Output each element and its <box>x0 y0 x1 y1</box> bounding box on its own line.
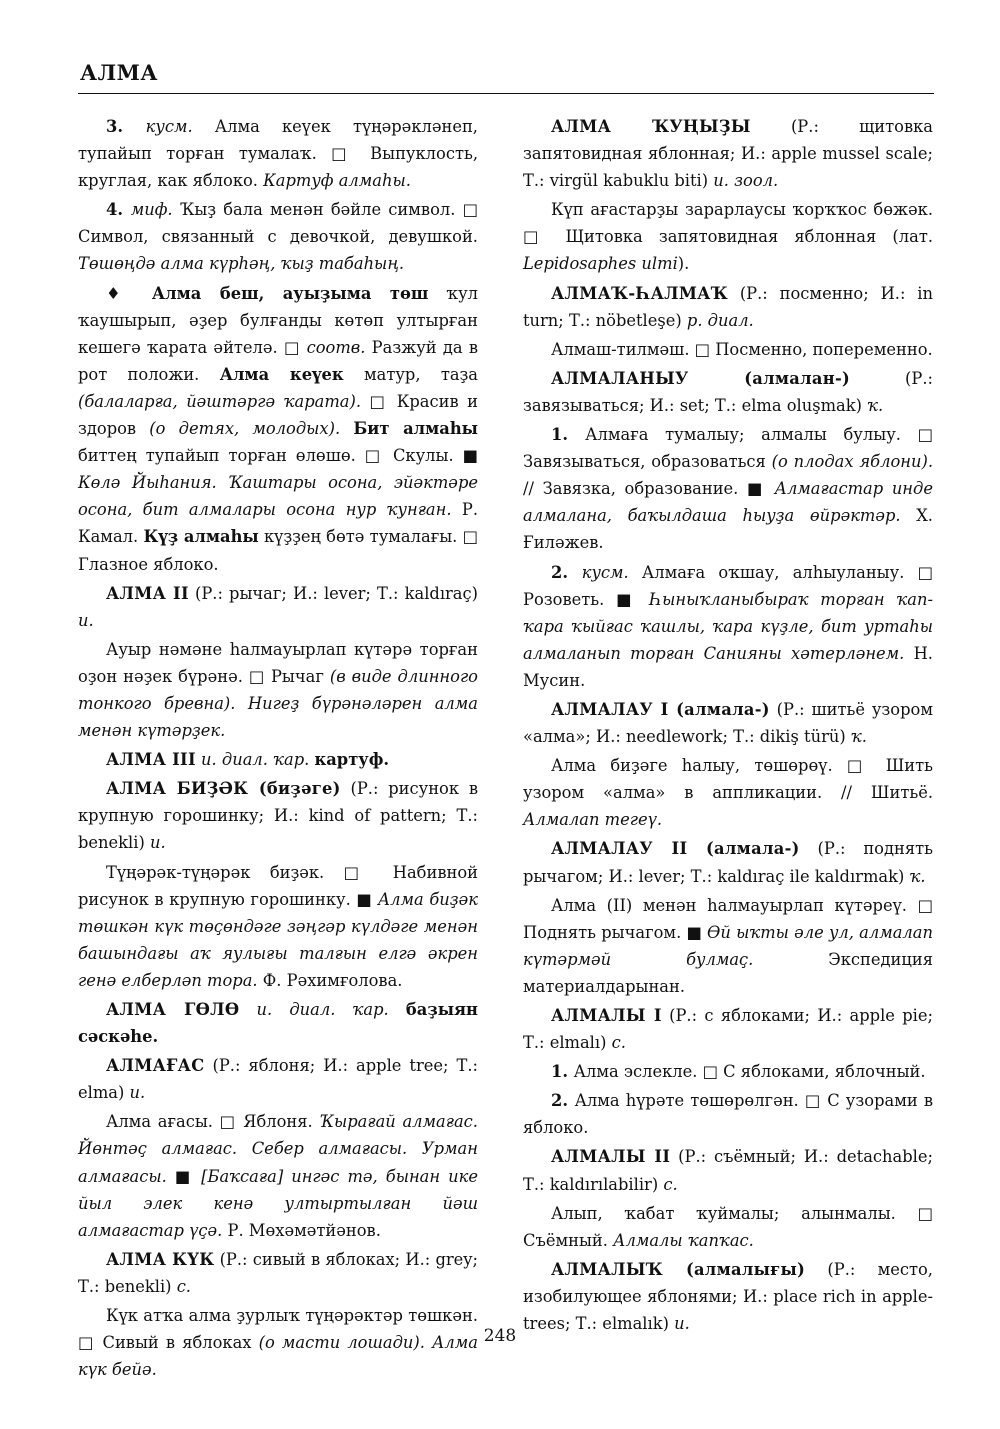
text-run <box>389 1000 406 1019</box>
text-run: ҡул ҡаушырып, әҙер булғанды көтөп ултырған кешегә ҡарата әйтелә. □ <box>78 283 478 357</box>
italic-run: и. <box>150 833 166 853</box>
header-rule <box>78 93 934 94</box>
italic-run: Төшөңдә алма күрһәң, ҡыҙ табаһың. <box>78 254 405 274</box>
headword: АЛМАЛАУ II (алмала-) <box>551 839 800 859</box>
entry-paragraph <box>523 835 933 889</box>
italic-run: кусм. <box>581 562 629 582</box>
italic-run: и. диал. ҡар. <box>201 750 310 770</box>
text-run: Алма ағасы. □ Яблоня. <box>106 1112 320 1132</box>
text-run: (Р.: поднять рычагом; И.: lever; Т.: kaldıraç ile kaldırmak) <box>523 839 933 886</box>
headword: АЛМА II <box>106 583 189 603</box>
italic-run: Алмалап тегеү. <box>523 810 663 830</box>
italic-run: Алмағастар инде алмалана, баҡылдаша һыуҙа өйрәктәр. <box>523 479 933 526</box>
text-run: Алма эслекле. □ С яблоками, яблочный. <box>573 1062 926 1082</box>
italic-run: с. <box>176 1276 191 1296</box>
entry-paragraph <box>78 1246 478 1300</box>
text-run: Экспедиция материалдарынан. <box>523 949 933 996</box>
entry-paragraph <box>523 1200 933 1254</box>
entry-paragraph <box>78 775 478 856</box>
text-run: Алмаш-тилмәш. □ Посменно, попеременно. <box>551 339 933 359</box>
text-run <box>340 419 353 438</box>
text-run: ■ <box>166 1166 202 1186</box>
entry-paragraph <box>523 1002 933 1056</box>
italic-run: ҡ. <box>909 866 926 886</box>
text-run: (Р.: шитьё узором «алма»; И.: needlework; Т.: dikiş türü) <box>523 699 933 747</box>
entry-paragraph <box>523 1143 933 1197</box>
sense-number: 2. <box>551 1091 575 1111</box>
text-run: Р. Мөхәмәтйәнов. <box>222 1220 381 1240</box>
entry-paragraph <box>78 580 478 634</box>
text-run: (Р.: съёмный; И.: detachable; Т.: kaldırılabilir) <box>523 1147 933 1194</box>
entry-paragraph <box>523 1256 933 1337</box>
entry-paragraph <box>78 746 478 773</box>
text-run: Разжуй да в рот положи. <box>78 337 478 384</box>
text-run: Ҡыҙ бала менән бәйле символ. □ Символ, связанный с девочкой, девушкой. <box>78 200 478 247</box>
headword: АЛМАҒАС <box>106 1056 205 1076</box>
entry-paragraph <box>78 1052 478 1106</box>
text-run: Алып, ҡабат ҡуймалы; алынмалы. □ Съёмный. <box>523 1203 933 1250</box>
text-run: (Р.: сивый в яблоках; И.: grey; Т.: benekli) <box>78 1249 478 1296</box>
entry-paragraph <box>523 280 933 334</box>
bold-run: картуф. <box>314 750 390 770</box>
text-run: Р. Камал. <box>78 500 478 547</box>
running-head: АЛМА <box>80 60 159 85</box>
text-run: (Р.: рисунок в крупную горошинку; И.: kind of pattern; Т.: benekli) <box>78 779 478 853</box>
italic-run: и. <box>78 610 94 630</box>
italic-run: (балаларға, йәштәргә ҡарата). <box>78 391 362 411</box>
headword: АЛМАЛЫҠ (алмалығы) <box>551 1259 806 1279</box>
italic-run: Алмалы ҡапҡас. <box>613 1230 754 1250</box>
entry-paragraph <box>78 859 478 994</box>
italic-run: [Баҡсаға] ингәс тә, бынан ике йыл элек кенә ултыртылған йәш алмағастар үҫә. <box>78 1166 478 1240</box>
italic-run: (в виде длинного тонкого бревна). Нигеҙ бүрәнәләрен алма менән күтәрҙек. <box>78 666 478 741</box>
sense-number: 2. <box>551 562 582 582</box>
italic-run: и. диал. ҡар. <box>256 1000 389 1019</box>
entry-paragraph <box>523 1058 933 1085</box>
italic-run: Lepidosaphes ulmi <box>523 254 678 274</box>
italic-run: ҡ. <box>867 395 884 415</box>
page-number: 248 <box>483 1326 517 1346</box>
italic-run: Алма биҙәк төшкән күк төҫөндәге зәңгәр күлдәге менән башындағы аҡ яулығы талғын елгә әкрен генә елберләп тора. <box>78 889 478 990</box>
headword: АЛМАҠ-ҺАЛМАҠ <box>551 283 728 303</box>
italic-run: Ҡырағай алмағас. Йөнтәҫ алмағас. Себер алмағасы. Урман алмағасы. <box>78 1112 478 1186</box>
italic-run: и. зоол. <box>713 171 779 191</box>
italic-run: (о детях, молодых). <box>149 419 341 439</box>
text-run: (Р.: завязываться; И.: set; Т.: elma oluşmak) <box>523 368 933 415</box>
entry-paragraph <box>523 196 933 277</box>
text-run: (Р.: яблоня; И.: apple tree; Т.: elma) <box>78 1056 478 1103</box>
left-column <box>78 113 478 1385</box>
entry-paragraph <box>78 636 478 744</box>
bold-run: баҙыян сәскәһе. <box>78 1000 478 1047</box>
text-run: күҙҙең бөтә тумалағы. □ Глазное яблоко. <box>78 527 478 574</box>
text-run: Күк атҡа алма ҙурлыҡ түңәрәктәр төшкән. □ Сивый в яблоках <box>78 1306 478 1353</box>
bold-run: Бит алмаһы <box>353 419 478 439</box>
text-run: (Р.: место, изобилующее яблонями; И.: place rich in apple-trees; Т.: elmalık) <box>523 1259 933 1334</box>
bold-run: Күҙ алмаһы <box>143 527 259 547</box>
text-run: матур, таҙа <box>343 364 478 384</box>
right-column <box>523 113 933 1339</box>
italic-run: (о плодах яблони). <box>771 452 933 472</box>
entry-paragraph <box>78 196 478 277</box>
headword: АЛМАЛЫ I <box>551 1006 662 1025</box>
text-run: Түңәрәк-түңәрәк биҙәк. □ Набивной рисунок в крупную горошинку. ■ <box>78 862 478 909</box>
headword: АЛМА ҠУҢЫҘЫ <box>551 117 751 136</box>
text-run: ). <box>677 254 690 274</box>
entry-paragraph <box>78 996 478 1050</box>
entry-paragraph <box>78 1108 478 1243</box>
italic-run: с. <box>663 1174 678 1194</box>
text-run: Күп ағастарҙы зарарлаусы ҡорҡҡос бөжәк. □ Щитовка запятовидная яблонная (лат. <box>523 200 933 247</box>
entry-paragraph <box>523 752 933 833</box>
italic-run: соотв. <box>306 337 366 357</box>
text-run: Н. Мусин. <box>523 643 933 690</box>
text-run: Ауыр нәмәне һалмауырлап күтәрә торған оҙон нәҙек бүрәнә. □ Рычаг <box>78 639 478 686</box>
text-run: Алма биҙәге һалыу, төшөрөү. □ Шить узором «алма» в аппликации. // Шитьё. <box>523 756 933 803</box>
text-run: Алмаға оҡшау, алһыуланыу. □ Розоветь. ■ <box>523 562 933 609</box>
italic-run: р. диал. <box>686 310 754 330</box>
italic-run: миф. <box>130 200 173 220</box>
italic-run: (о масти лошади). Алма күк бейә. <box>78 1333 478 1380</box>
entry-paragraph <box>523 1087 933 1141</box>
headword: АЛМАЛАУ I (алмала-) <box>551 699 770 719</box>
text-run: Алма һүрәте төшөрөлгән. □ С узорами в яблоко. <box>523 1091 933 1138</box>
italic-run: с. <box>611 1033 626 1053</box>
text-run: Х. Ғиләжев. <box>523 506 933 553</box>
italic-run: и. <box>674 1314 690 1334</box>
italic-run: Картуф алмаһы. <box>263 171 411 191</box>
entry-paragraph <box>523 365 933 419</box>
sense-number: 1. <box>551 1062 574 1082</box>
entry-paragraph <box>523 421 933 556</box>
headword: АЛМА КҮК <box>106 1249 215 1269</box>
sense-number: 4. <box>106 200 131 220</box>
italic-run: Өй ыҡты әле ул, алмалап күтәрмәй булмаҫ. <box>523 922 933 969</box>
text-run: // Завязка, образование. ■ <box>523 479 775 499</box>
text-run: (Р.: рычаг; И.: lever; Т.: kaldıraç) <box>188 583 478 603</box>
italic-run: ҡ. <box>850 727 867 747</box>
entry-paragraph <box>78 113 478 194</box>
entry-paragraph <box>523 559 933 694</box>
text-run: (Р.: щитовка запятовидная яблонная; И.: apple mussel scale; Т.: virgül kabuklu biti) <box>523 117 933 191</box>
text-run: Алмаға тумалыу; алмалы булыу. □ Завязываться, образоваться <box>523 425 933 472</box>
text-run: Алма (II) менән һалмауырлап күтәреү. □ Поднять рычагом. ■ <box>523 895 933 942</box>
italic-run: Һыныҡланыбыраҡ торған ҡап-ҡара ҡыйғас ҡашлы, ҡара күҙле, бит уртаһы алмаланып торған Санияны хәтерләнем. <box>523 589 933 663</box>
headword: АЛМАЛЫ II <box>551 1147 671 1167</box>
text-run <box>239 1000 256 1019</box>
sense-number: 1. <box>551 425 586 445</box>
entry-paragraph <box>78 280 478 578</box>
entry-paragraph <box>523 696 933 750</box>
sense-number: 3. <box>106 117 146 136</box>
entry-paragraph <box>523 892 933 1000</box>
italic-run: и. <box>129 1083 146 1103</box>
bold-run: ♦ Алма беш, ауыҙыма төш <box>106 283 429 303</box>
bold-run: Алма кеүек <box>219 364 344 384</box>
text-run: Алма кеүек түңәрәкләнеп, тупайып торған тумалаҡ. □ Выпуклость, круглая, как яблоко. <box>78 117 478 191</box>
headword: АЛМА БИҘӘК (биҙәге) <box>106 779 341 799</box>
text-run: (Р.: посменно; И.: in turn; Т.: nöbetleşe) <box>523 283 933 330</box>
text-run: Ф. Рәхимғолова. <box>257 970 403 990</box>
headword: АЛМА ГӨЛӨ <box>106 1000 240 1019</box>
headword: АЛМАЛАНЫУ (алмалан-) <box>551 368 851 388</box>
headword: АЛМА III <box>106 750 196 770</box>
italic-run: Көлә Йыһания. Ҡаштары осона, эйәктәре осона, бит алмалары осона нур ҡунған. <box>78 473 478 520</box>
text-run: □ Красив и здоров <box>78 391 478 439</box>
entry-paragraph <box>523 336 933 363</box>
italic-run: кусм. <box>145 117 193 136</box>
entry-paragraph <box>523 113 933 194</box>
text-run: биттең тупайып торған өлөшө. □ Скулы. ■ <box>78 446 478 466</box>
text-run: (Р.: с яблоками; И.: apple pie; Т.: elmalı) <box>523 1006 933 1053</box>
